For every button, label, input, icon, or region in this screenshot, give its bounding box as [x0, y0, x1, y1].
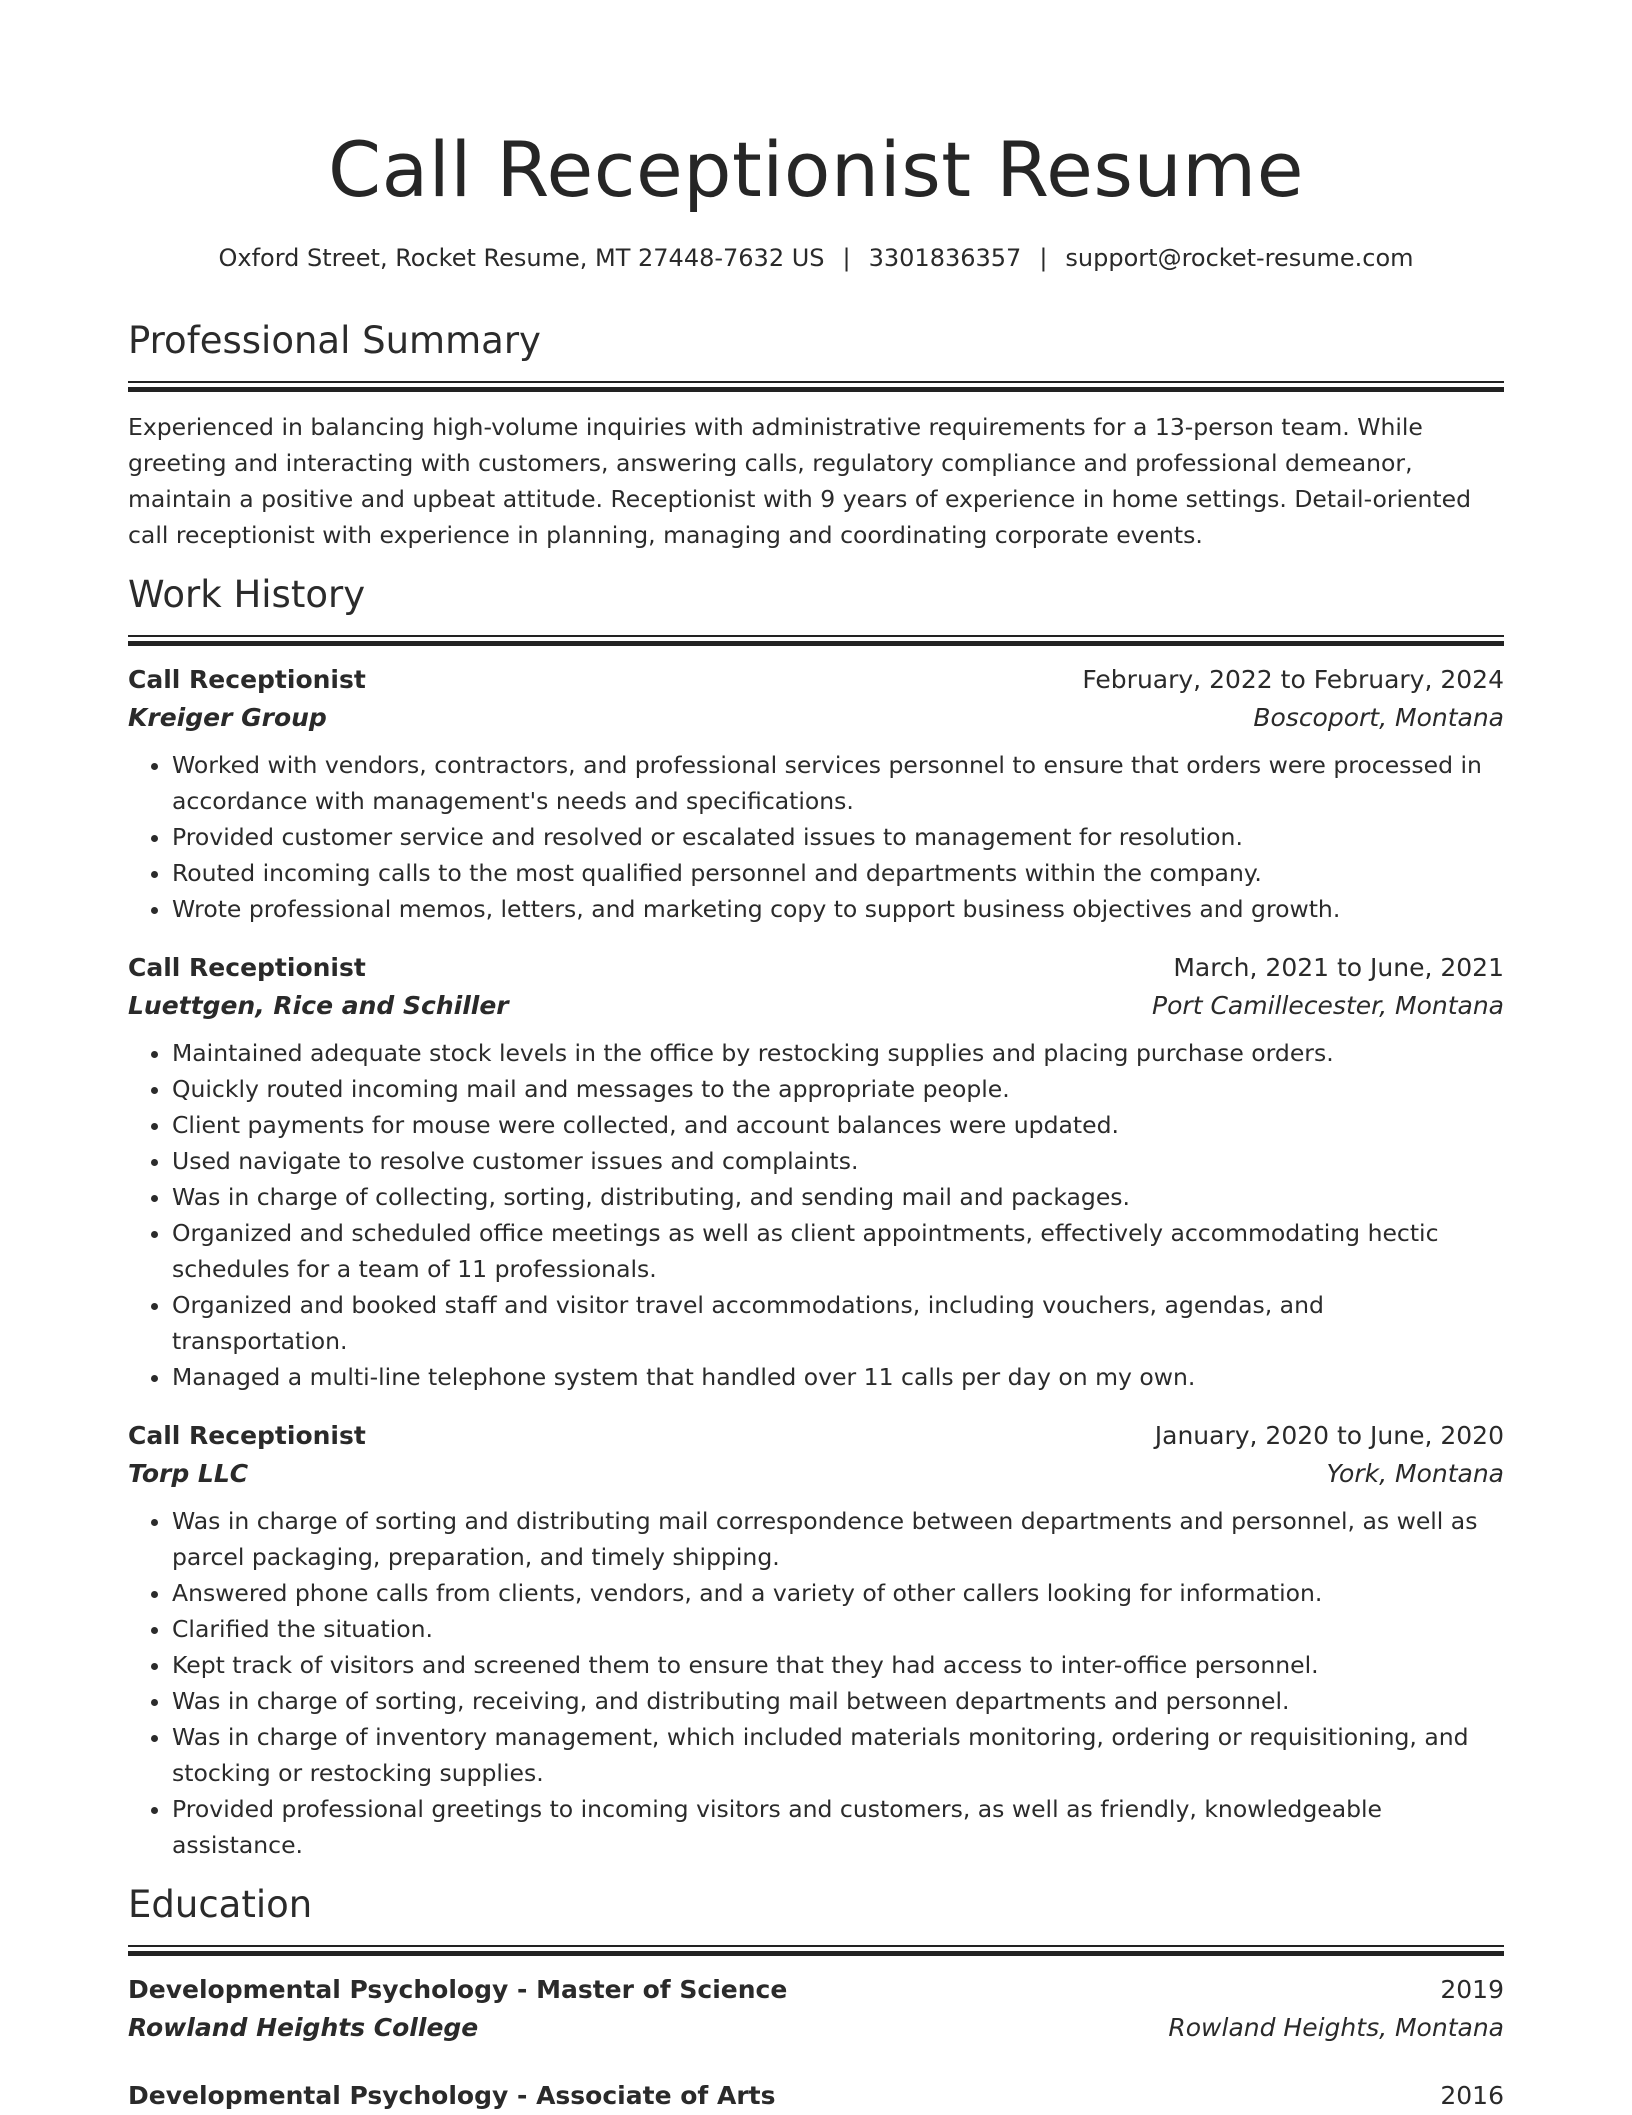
job-bullet: • Quickly routed incoming mail and messages to the appropriate people. — [172, 1071, 1504, 1107]
contact-separator: | — [842, 244, 851, 272]
job-company: Luettgen, Rice and Schiller — [128, 991, 509, 1020]
job-bullet: • Kept track of visitors and screened them to ensure that they had access to inter-office personnel. — [172, 1647, 1504, 1683]
resume-title: Call Receptionist Resume — [328, 125, 1304, 214]
job-company: Kreiger Group — [128, 703, 327, 732]
education-header — [128, 1971, 1504, 2009]
job-bullet: • Was in charge of sorting and distributing mail correspondence between departments and personnel, as well as parcel packaging, preparation, and timely shipping. — [172, 1503, 1504, 1575]
job-bullets — [128, 1503, 1504, 1863]
contact-email: support@rocket-resume.com — [1065, 244, 1414, 272]
education-year: 2019 — [1440, 1975, 1504, 2004]
job-bullet: • Used navigate to resolve customer issues and complaints. — [172, 1143, 1504, 1179]
job-bullet: • Client payments for mouse were collected, and account balances were updated. — [172, 1107, 1504, 1143]
education-section — [128, 1881, 1504, 2115]
job-bullet: • Provided customer service and resolved or escalated issues to management for resolution. — [172, 819, 1504, 855]
contact-phone: 3301836357 — [868, 244, 1022, 272]
education-degree: Developmental Psychology - Master of Science — [128, 1975, 788, 2004]
job-bullets — [128, 1035, 1504, 1395]
contact-separator: | — [1039, 244, 1048, 272]
section-divider — [128, 635, 1504, 647]
job-bullet: • Provided professional greetings to incoming visitors and customers, as well as friendly, knowledgeable assistance. — [172, 1791, 1504, 1863]
job-entry — [128, 949, 1504, 1395]
job-bullet: • Was in charge of collecting, sorting, distributing, and sending mail and packages. — [172, 1179, 1504, 1215]
work-history-section — [128, 571, 1504, 1863]
job-bullet: • Maintained adequate stock levels in the office by restocking supplies and placing purchase orders. — [172, 1035, 1504, 1071]
summary-text: Experienced in balancing high-volume inquiries with administrative requirements for a 13-person team. While greeting and interacting with customers, answering calls, regulatory compliance and professional demeanor, maintain a positive and upbeat attitude. Receptionist with 9 years of experience in home settings. Detail-oriented call receptionist with experience in planning, managing and coordinating corporate events. — [128, 413, 1471, 549]
job-subheader — [128, 1455, 1504, 1493]
job-header — [128, 949, 1504, 987]
job-subheader — [128, 699, 1504, 737]
job-bullet: • Organized and scheduled office meetings as well as client appointments, effectively accommodating hectic schedules for a team of 11 professionals. — [172, 1215, 1504, 1287]
summary-section — [128, 317, 1504, 553]
education-entry — [128, 1971, 1504, 2047]
job-bullet: • Routed incoming calls to the most qualified personnel and departments within the company. — [172, 855, 1504, 891]
job-bullet: • Answered phone calls from clients, vendors, and a variety of other callers looking for information. — [172, 1575, 1504, 1611]
education-year: 2016 — [1440, 2081, 1504, 2110]
job-location: York, Montana — [1326, 1459, 1504, 1488]
job-bullet: • Was in charge of sorting, receiving, and distributing mail between departments and personnel. — [172, 1683, 1504, 1719]
section-heading-work-history: Work History — [128, 573, 366, 616]
job-location: Boscoport, Montana — [1253, 703, 1504, 732]
job-entry — [128, 661, 1504, 927]
section-divider — [128, 1945, 1504, 1957]
job-bullet: • Wrote professional memos, letters, and marketing copy to support business objectives and growth. — [172, 891, 1504, 927]
section-heading-summary: Professional Summary — [128, 319, 541, 362]
job-bullet: • Worked with vendors, contractors, and professional services personnel to ensure that orders were processed in accordance with management's needs and specifications. — [172, 747, 1504, 819]
job-header — [128, 1417, 1504, 1455]
education-subheader — [128, 2009, 1504, 2047]
job-location: Port Camillecester, Montana — [1152, 991, 1504, 1020]
job-bullet: • Was in charge of inventory management, which included materials monitoring, ordering or requisitioning, and stocking or restocking supplies. — [172, 1719, 1504, 1791]
contact-line — [128, 242, 1504, 274]
job-header — [128, 661, 1504, 699]
job-company: Torp LLC — [128, 1459, 249, 1488]
job-title: Call Receptionist — [128, 665, 366, 694]
contact-address: Oxford Street, Rocket Resume, MT 27448-7632 US — [218, 244, 825, 272]
education-location: Rowland Heights, Montana — [1168, 2013, 1504, 2042]
job-bullets — [128, 747, 1504, 927]
job-dates: January, 2020 to June, 2020 — [1154, 1421, 1504, 1450]
section-heading-education: Education — [128, 1883, 313, 1926]
job-bullet: • Organized and booked staff and visitor travel accommodations, including vouchers, agendas, and transportation. — [172, 1287, 1504, 1359]
job-title: Call Receptionist — [128, 1421, 366, 1450]
job-bullet: • Clarified the situation. — [172, 1611, 1504, 1647]
job-dates: March, 2021 to June, 2021 — [1173, 953, 1504, 982]
section-divider — [128, 381, 1504, 393]
education-entry — [128, 2077, 1504, 2115]
education-degree: Developmental Psychology - Associate of Arts — [128, 2081, 776, 2110]
job-title: Call Receptionist — [128, 953, 366, 982]
job-bullet: • Managed a multi-line telephone system that handled over 11 calls per day on my own. — [172, 1359, 1504, 1395]
education-school: Rowland Heights College — [128, 2013, 479, 2042]
job-entry — [128, 1417, 1504, 1863]
job-subheader — [128, 987, 1504, 1025]
job-dates: February, 2022 to February, 2024 — [1082, 665, 1504, 694]
education-header — [128, 2077, 1504, 2115]
